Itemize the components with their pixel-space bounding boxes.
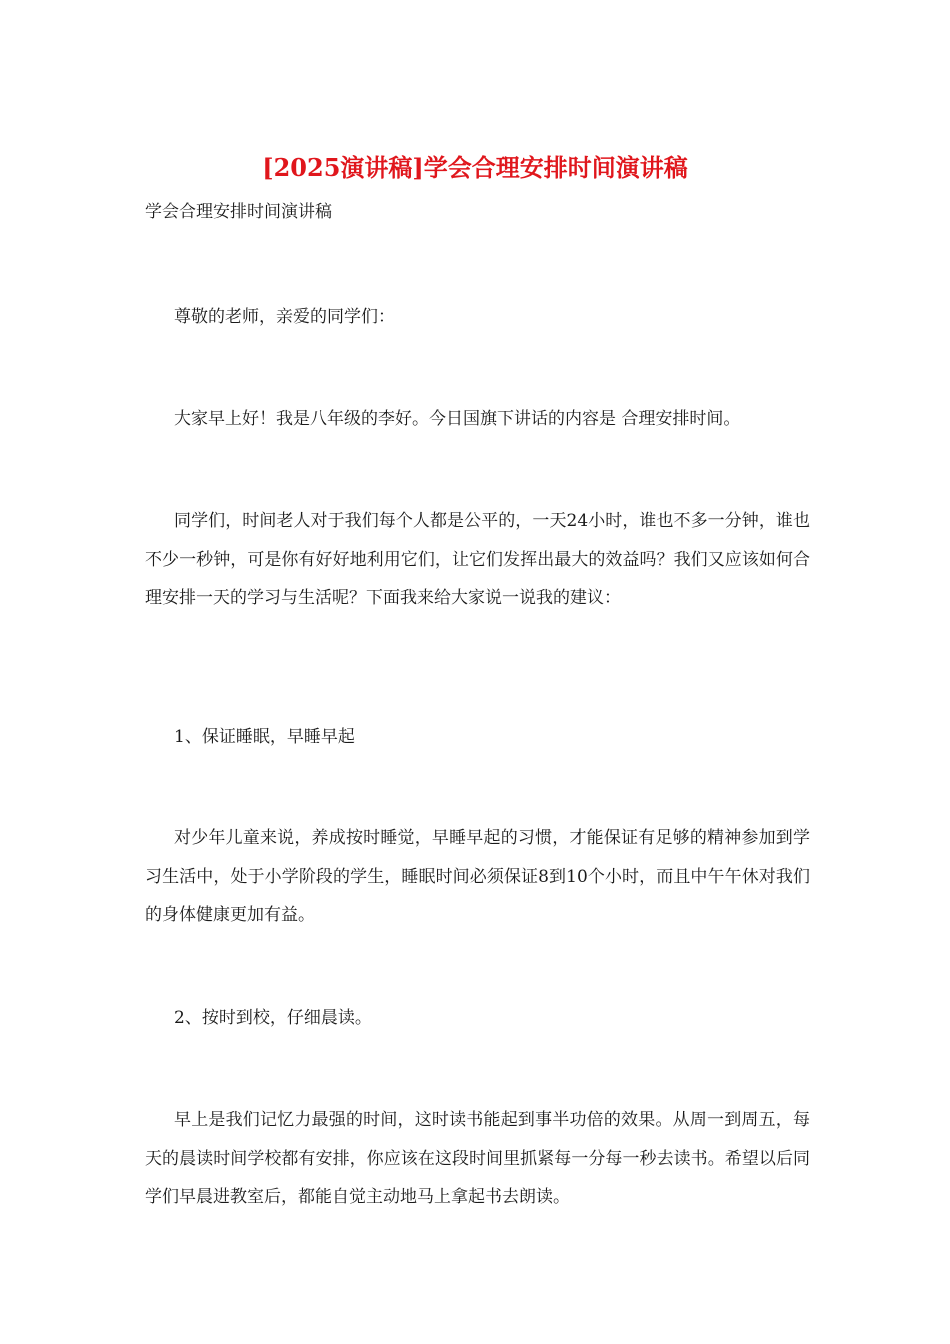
section-heading-reading: 2、按时到校，仔细晨读。 <box>174 1008 372 1028</box>
paragraph-intro: 大家早上好！我是八年级的李好。今日国旗下讲话的内容是 合理安排时间。 <box>174 409 741 429</box>
paragraph-sleep: 对少年儿童来说，养成按时睡觉，早睡早起的习惯，才能保证有足够的精神参加到学习生活中，处于小学阶段的学生，睡眠时间必须保证8到10个小时，而且中午午休对我们的身体健康更加有益。 <box>145 828 810 925</box>
document-subtitle: 学会合理安排时间演讲稿 <box>145 202 332 222</box>
paragraph-time: 同学们，时间老人对于我们每个人都是公平的，一天24小时，谁也不多一分钟，谁也不少一秒钟，可是你有好好地利用它们，让它们发挥出最大的效益吗？我们又应该如何合理安排一天的学习与生活呢？下面我来给大家说一说我的建议： <box>145 511 810 608</box>
document-title: [2025演讲稿]学会合理安排时间演讲稿 <box>262 153 688 182</box>
paragraph-morning: 早上是我们记忆力最强的时间，这时读书能起到事半功倍的效果。从周一到周五，每天的晨读时间学校都有安排，你应该在这段时间里抓紧每一分每一秒去读书。希望以后同学们早晨进教室后，都能自觉主动地马上拿起书去朗读。 <box>145 1110 810 1207</box>
paragraph-greeting: 尊敬的老师，亲爱的同学们： <box>174 307 395 327</box>
section-heading-sleep: 1、保证睡眠，早睡早起 <box>174 727 355 747</box>
